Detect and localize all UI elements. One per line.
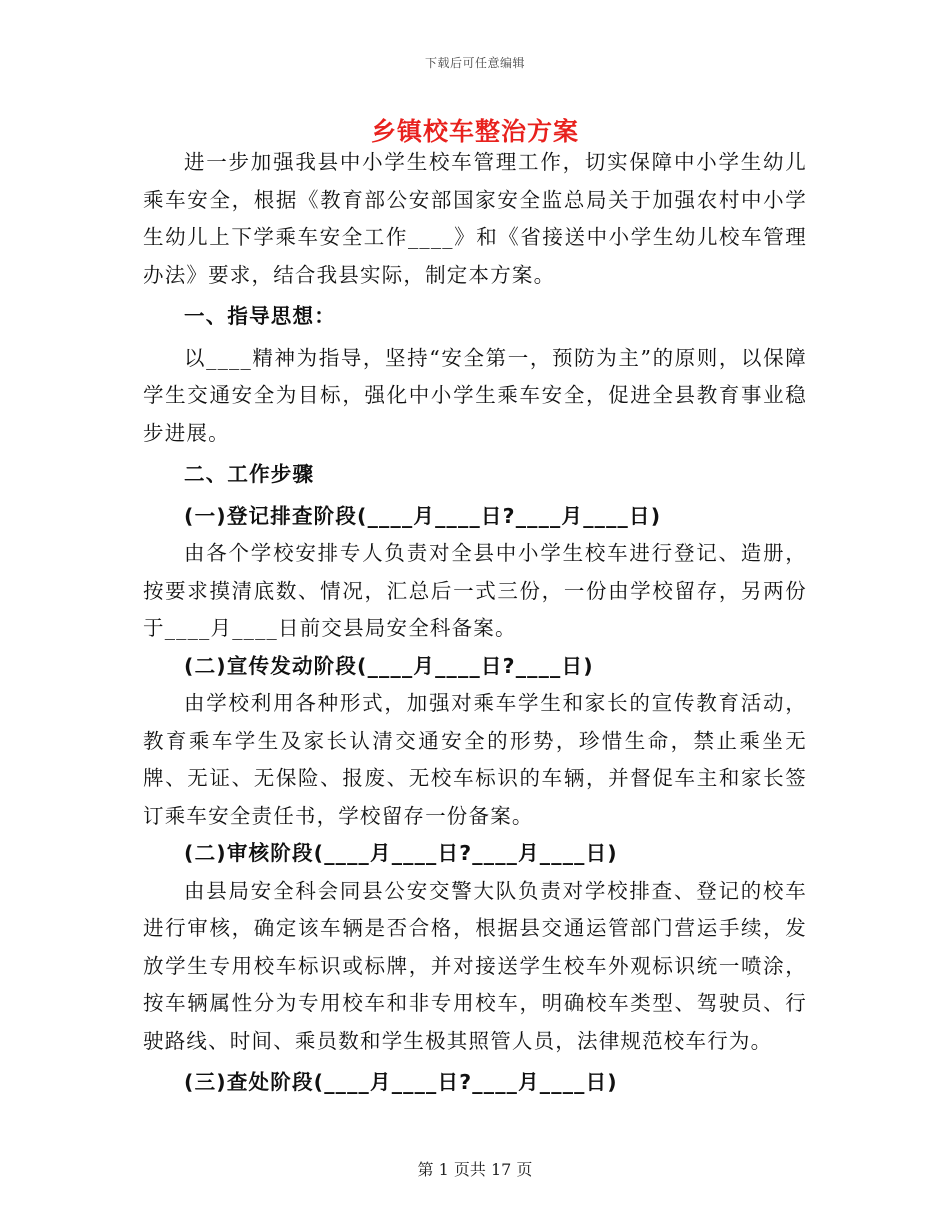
section-heading-guiding-ideology: 一、指导思想： <box>184 304 336 328</box>
registration-paragraph: 由各个学校安排专人负责对全县中小学生校车进行登记、造册，按要求摸清底数、情况，汇总后一式三份，一份由学校留存，另两份于____月____日前交县局安全科备案。 <box>143 541 807 640</box>
section-heading-work-steps: 二、工作步骤 <box>184 462 315 486</box>
page-footer: 第 1 页共 17 页 <box>417 1160 533 1179</box>
step-heading-review: (二)审核阶段(____月____日?____月____日) <box>184 841 618 865</box>
review-paragraph: 由县局安全科会同县公安交警大队负责对学校排查、登记的校车进行审核，确定该车辆是否合格，根据县交通运管部门营运手续，发放学生专用校车标识或标牌，并对接送学生校车外观标识统一喷涂，按车辆属性分为专用校车和非专用校车，明确校车类型、驾驶员、行驶路线、时间、乘员数和学生极其照管人员，法律规范校车行为。 <box>143 878 807 1053</box>
guiding-ideology-paragraph: 以____精神为指导，坚持“安全第一，预防为主”的原则，以保障学生交通安全为目标，强化中小学生乘车安全，促进全县教育事业稳步进展。 <box>143 345 807 445</box>
step-heading-enforcement: (三)查处阶段(____月____日?____月____日) <box>184 1070 618 1094</box>
intro-paragraph: 进一步加强我县中小学生校车管理工作，切实保障中小学生幼儿乘车安全，根据《教育部公安部国家安全监总局关于加强农村中小学生幼儿上下学乘车安全工作____》和《省接送中小学生幼儿校车管理办法》要求，结合我县实际，制定本方案。 <box>143 150 807 287</box>
step-heading-publicity: (二)宣传发动阶段(____月____日?____日) <box>184 653 594 678</box>
step-heading-registration: (一)登记排查阶段(____月____日?____月____日) <box>184 503 662 528</box>
document-title: 乡镇校车整治方案 <box>370 117 579 146</box>
document-body <box>143 144 807 1106</box>
publicity-paragraph: 由学校利用各种形式，加强对乘车学生和家长的宣传教育活动，教育乘车学生及家长认清交通安全的形势，珍惜生命，禁止乘坐无牌、无证、无保险、报废、无校车标识的车辆，并督促车主和家长签订乘车安全责任书，学校留存一份备案。 <box>143 691 807 828</box>
header-note: 下载后可任意编辑 <box>424 56 525 70</box>
